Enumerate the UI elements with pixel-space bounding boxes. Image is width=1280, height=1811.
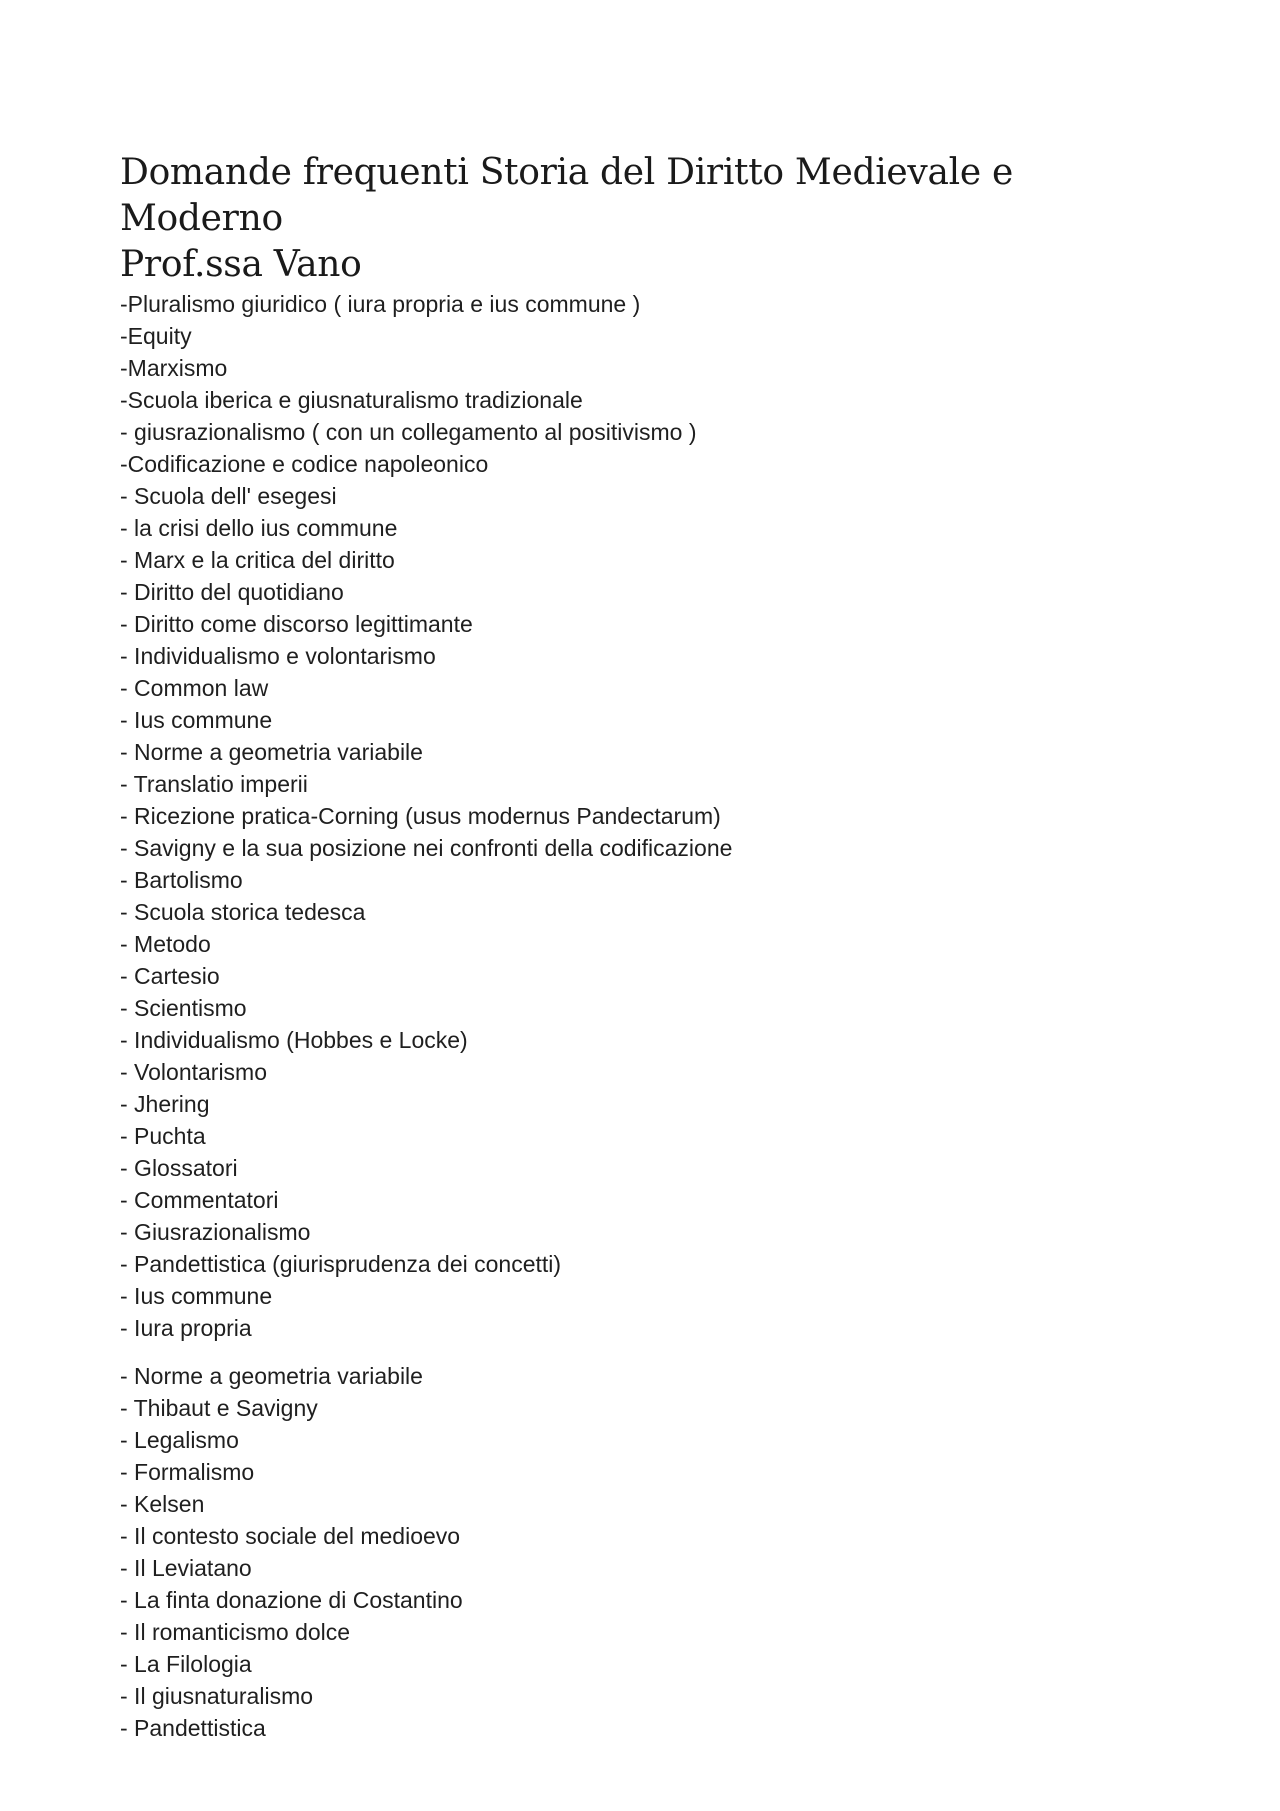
list-item: - La Filologia (120, 1651, 252, 1677)
list-item: - Ius commune (120, 707, 273, 733)
list-item: - Glossatori (120, 1155, 238, 1181)
list-item: - Giusrazionalismo (120, 1219, 311, 1245)
list-item: - Il Leviatano (120, 1555, 252, 1581)
list-item: - Thibaut e Savigny (120, 1395, 318, 1421)
list-item: - Formalismo (120, 1459, 255, 1485)
list-item: - Individualismo e volontarismo (120, 643, 436, 669)
list-item: - Il giusnaturalismo (120, 1683, 314, 1709)
list-item: - Diritto come discorso legittimante (120, 611, 473, 637)
topic-list-part-2 (120, 1360, 1180, 1744)
title-line-1: Domande frequenti Storia del Diritto Medievale e Moderno (120, 152, 1013, 239)
list-item: - Kelsen (120, 1491, 205, 1517)
list-item: - Savigny e la sua posizione nei confronti della codificazione (120, 835, 733, 861)
list-item: - Cartesio (120, 963, 220, 989)
list-item: - Marx e la critica del diritto (120, 547, 395, 573)
list-item: - Ius commune (120, 1283, 273, 1309)
list-item: -Codificazione e codice napoleonico (120, 451, 489, 477)
list-item: - giusrazionalismo ( con un collegamento al positivismo ) (120, 419, 697, 445)
list-item: - Common law (120, 675, 269, 701)
list-item: - la crisi dello ius commune (120, 515, 398, 541)
list-item: - Commentatori (120, 1187, 279, 1213)
list-item: - Ricezione pratica-Corning (usus modernus Pandectarum) (120, 803, 721, 829)
list-item: - Translatio imperii (120, 771, 308, 797)
list-item: -Pluralismo giuridico ( iura propria e ius commune ) (120, 291, 641, 317)
list-item: - Norme a geometria variabile (120, 739, 423, 765)
list-item: - Norme a geometria variabile (120, 1363, 423, 1389)
document-content (120, 150, 1180, 1744)
list-item: - Il contesto sociale del medioevo (120, 1523, 461, 1549)
list-item: - Pandettistica (giurisprudenza dei concetti) (120, 1251, 562, 1277)
list-item: - Jhering (120, 1091, 210, 1117)
list-item: - Iura propria (120, 1315, 252, 1341)
list-item: -Marxismo (120, 355, 228, 381)
list-item: - La finta donazione di Costantino (120, 1587, 463, 1613)
list-item: - Legalismo (120, 1427, 239, 1453)
list-item: - Diritto del quotidiano (120, 579, 344, 605)
list-item: - Pandettistica (120, 1715, 266, 1741)
list-item: - Bartolismo (120, 867, 243, 893)
list-item: - Scuola dell' esegesi (120, 483, 337, 509)
list-item: - Il romanticismo dolce (120, 1619, 351, 1645)
list-item: - Metodo (120, 931, 211, 957)
list-item: - Scientismo (120, 995, 247, 1021)
list-item: - Volontarismo (120, 1059, 268, 1085)
document-title (120, 150, 1180, 288)
title-line-2: Prof.ssa Vano (120, 244, 362, 285)
topic-list-part-1 (120, 288, 1180, 1344)
list-item: -Equity (120, 323, 192, 349)
list-item: - Scuola storica tedesca (120, 899, 366, 925)
list-item: - Puchta (120, 1123, 206, 1149)
list-item: - Individualismo (Hobbes e Locke) (120, 1027, 468, 1053)
list-item: -Scuola iberica e giusnaturalismo tradizionale (120, 387, 583, 413)
